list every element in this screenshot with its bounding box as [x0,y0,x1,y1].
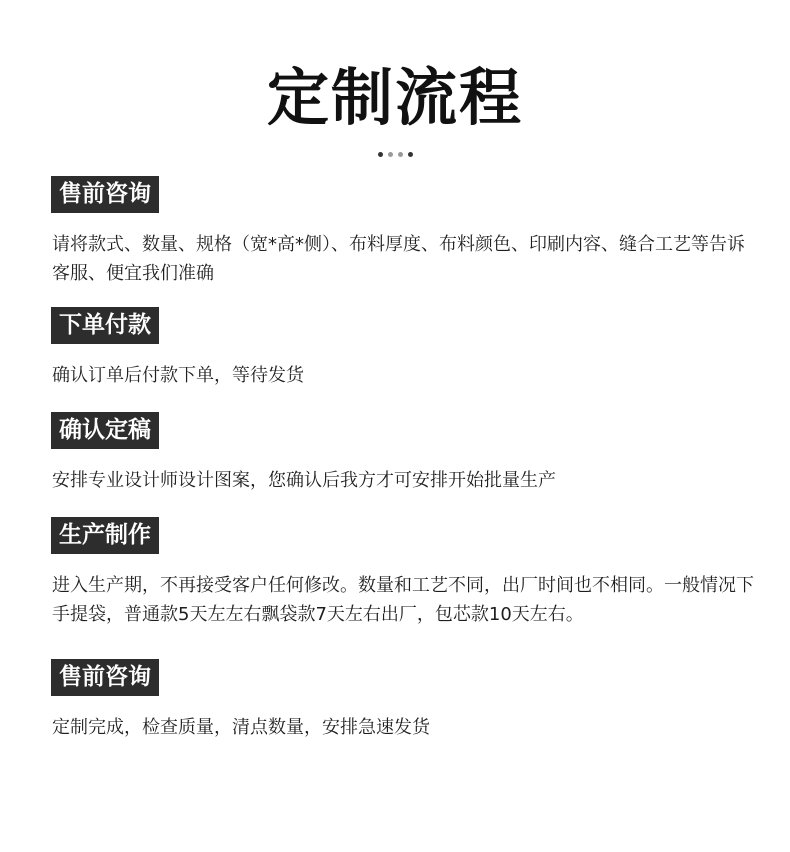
step-presale-consultation [51,176,761,288]
step-description: 确认订单后付款下单，等待发货 [52,365,304,386]
step-description: 定制完成，检查质量，清点数量，安排急速发货 [52,717,430,738]
step-order-payment [51,307,761,390]
step-heading: 下单付款 [51,307,159,344]
step-description: 请将款式、数量、规格（宽*高*侧）、布料厚度、布料颜色、印刷内容、缝合工艺等告诉客服、便宜我们准确 [52,234,745,284]
divider-dot [378,152,383,157]
divider-dot [408,152,413,157]
title-divider [0,152,790,157]
step-delivery [51,659,761,742]
step-production [51,517,761,629]
step-heading: 售前咨询 [51,659,159,696]
step-heading: 售前咨询 [51,176,159,213]
divider-dot [388,152,393,157]
step-description: 安排专业设计师设计图案，您确认后我方才可安排开始批量生产 [52,470,556,491]
page-title: 定制流程 [266,61,523,134]
step-heading: 生产制作 [51,517,159,554]
step-heading: 确认定稿 [51,412,159,449]
divider-dot [398,152,403,157]
step-description: 进入生产期，不再接受客户任何修改。数量和工艺不同，出厂时间也不相同。一般情况下手提袋，普通款5天左左右飘袋款7天左右出厂，包芯款10天左右。 [52,575,754,625]
step-confirm-design [51,412,761,495]
